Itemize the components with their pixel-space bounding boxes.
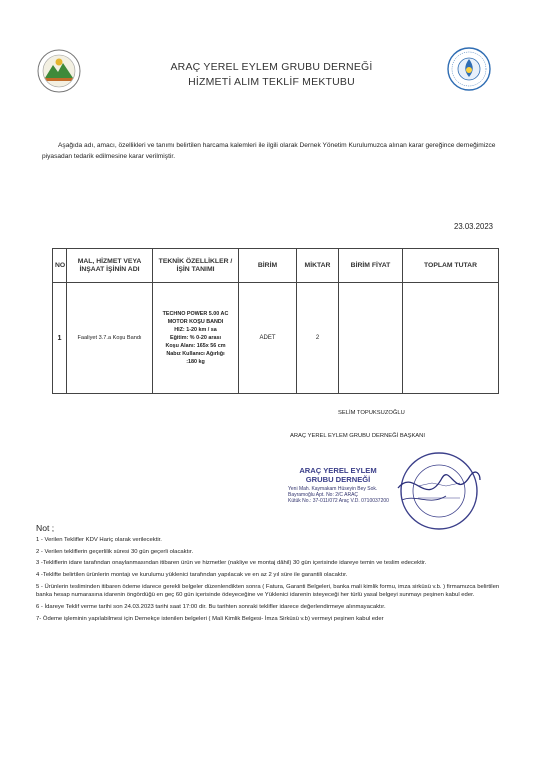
row-price	[339, 283, 403, 394]
spec-line: TECHNO POWER 5.00 AC	[162, 311, 229, 317]
round-seal-with-signature	[396, 448, 482, 534]
note-item: 6 - İdareye Teklif verme tarihi son 24.03.2023 tarihi saat 17:00 dir. Bu tarihten sonraki teklifler idarece değerlendirmeye alınmayacaktır.	[36, 604, 386, 611]
note-item: 1 - Verilen Teklifler KDV Hariç olarak verilecektir.	[36, 537, 162, 543]
stamp-line: GRUBU DERNEĞİ	[305, 475, 371, 484]
row-name: Faaliyet 3.7.a Koşu Bandı	[67, 283, 153, 394]
intro-paragraph: Aşağıda adı, amacı, özellikleri ve tanımı belirtilen harcama kalemleri ile ilgili olarak Dernek Yönetim Kurulumuzca alınan karar gereğince derneğimizce piyasadan tedarik edilmesine karar verilmiştir.	[42, 142, 496, 160]
header-qty: MİKTAR	[297, 249, 339, 283]
association-stamp	[278, 452, 408, 512]
header-total: TOPLAM TUTAR	[403, 249, 499, 283]
stamp-address: Yeni Mah. Kaymakam Hüseyin Bey Sok.	[288, 486, 378, 492]
row-no: 1	[53, 283, 67, 394]
row-unit: ADET	[239, 283, 297, 394]
notes-heading: Not ;	[36, 523, 55, 533]
notes-list	[36, 536, 512, 626]
header-no: NO	[53, 249, 67, 283]
spec-line: MOTOR KOŞU BANDI	[167, 319, 224, 325]
stamp-address: Bayramoğlu Apt. No: 2/C ARAÇ	[288, 492, 359, 498]
table-row	[53, 283, 499, 394]
document-subtitle: HİZMETİ ALIM TEKLİF MEKTUBU	[188, 76, 355, 88]
signer-name: SELİM TOPUKSUZOĞLU	[338, 410, 405, 416]
stamp-title	[292, 466, 384, 484]
spec-line: Koşu Alanı: 165x 56 cm	[165, 343, 226, 349]
note-item: 3 -Tekliflerin idare tarafından onaylanmasından itibaren ürün ve hizmetler (nakliye ve montaj dâhil) 30 gün içerisinde idareye temin ve teslim edecektir.	[36, 560, 427, 567]
spec-line: Eğitim: % 0-20 arası	[170, 335, 221, 341]
row-qty: 2	[297, 283, 339, 394]
row-total	[403, 283, 499, 394]
row-spec	[153, 283, 239, 394]
stamp-registry: Kütük No.: 37-011/072 Araç V.D. 0710037200	[288, 498, 389, 504]
note-item: 2 - Verilen tekliflerin geçerlilik süresi 30 gün geçerli olacaktır.	[36, 548, 194, 555]
header-tech: TEKNİK ÖZELLİKLER / İŞİN TANIMI	[153, 249, 239, 283]
spec-line: HIZ: 1-20 km / sa	[174, 327, 217, 333]
note-item: 5 - Ürünlerin tesliminden itibaren ödeme idarece gerekli belgeler düzenlendikten sonra ( Fatura, Garanti Belgeleri, banka mali kimlik formu, imza sirküsü v.b. ) firmamızca belirtilen banka hesap numarasına idarenin öngördüğü en geç 60 gün içerisinde ödeyeceğine ve Yüklenici idarenin isteyeceği her türlü yasal belgeyi sunmayı peşinen kabul eder.	[36, 583, 500, 599]
document-date: 23.03.2023	[454, 222, 494, 231]
spec-line: Nabız Kullanıcı Ağırlığı	[166, 351, 225, 357]
table-header-row	[53, 249, 499, 283]
header-name: MAL, HİZMET VEYA İNŞAAT İŞİNİN ADI	[67, 249, 153, 283]
association-logo-right	[446, 46, 492, 92]
stamp-line: ARAÇ YEREL EYLEM	[299, 466, 377, 475]
document-title: ARAÇ YEREL EYLEM GRUBU DERNEĞİ	[170, 61, 373, 73]
header-unit: BİRİM	[239, 249, 297, 283]
items-table	[52, 248, 499, 394]
header-price: BİRİM FİYAT	[339, 249, 403, 283]
note-item: 4 -Teklifte belirtilen ürünlerin montajı ve kurulumu yüklenici tarafından yapılacak ve en az 2 yıl süre ile garantili olacaktır.	[36, 572, 348, 579]
signer-title: ARAÇ YEREL EYLEM GRUBU DERNEĞİ BAŞKANI	[290, 433, 425, 439]
note-item: 7- Ödeme işleminin yapılabilmesi için Dernekçe istenilen belgeleri ( Mali Kimlik Belgesi- İmza Sirküsü v.b) vermeyi peşinen kabul eder	[36, 615, 384, 622]
spec-line: :180 kg	[186, 359, 205, 365]
